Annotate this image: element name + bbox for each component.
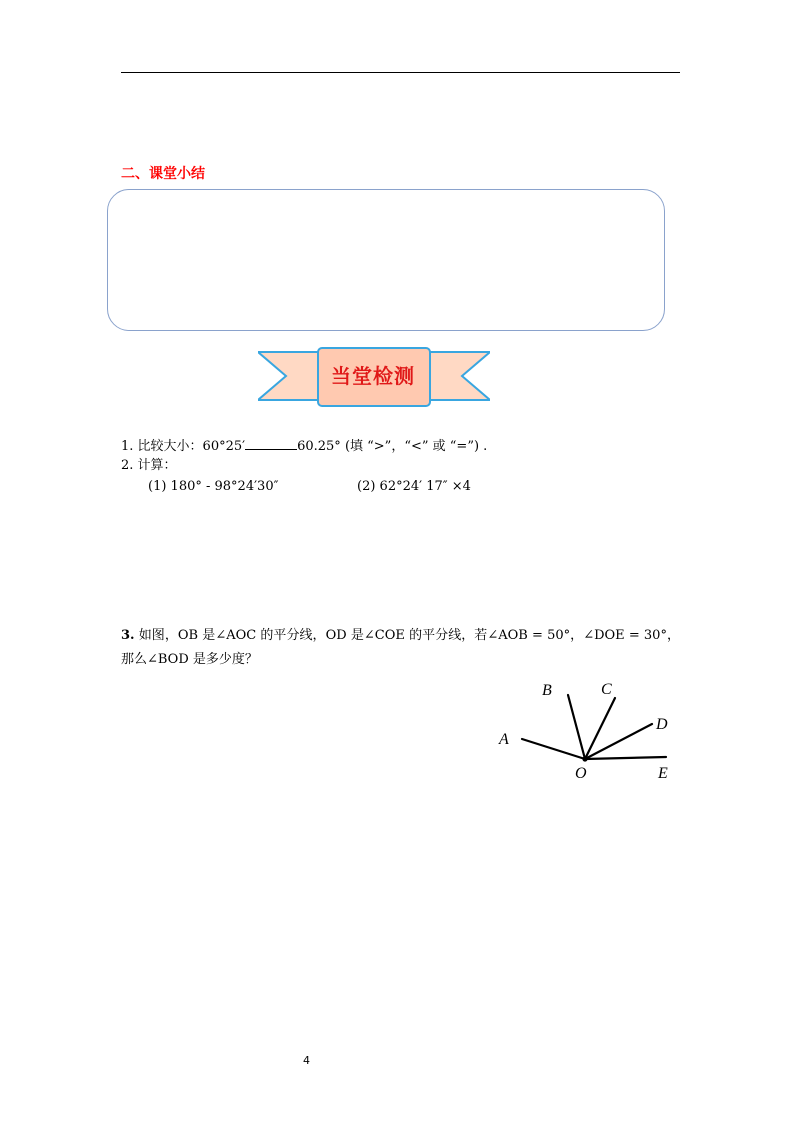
question-3	[121, 624, 680, 672]
q1-prefix: 比较大小：60°25′	[137, 439, 246, 454]
label-O: O	[575, 765, 587, 782]
ray-OA	[522, 739, 585, 759]
banner-title-text: 当堂检测	[331, 364, 415, 388]
q2-part2: (2) 62°24′ 17″ ×4	[357, 479, 471, 494]
q2-label: 计算：	[137, 458, 177, 473]
q2-part1: (1) 180° - 98°24′30″	[148, 479, 279, 494]
q3-text: 如图，OB 是∠AOC 的平分线，OD 是∠COE 的平分线，若∠AOB = 50°，∠DOE = 30°，那么∠BOD 是多少度？	[121, 628, 680, 667]
ray-OD	[585, 724, 652, 759]
label-C: C	[601, 681, 612, 698]
ray-OE	[585, 757, 666, 759]
summary-box	[107, 189, 665, 331]
q2-number: 2.	[121, 458, 134, 473]
label-E: E	[658, 765, 668, 782]
ray-OB	[568, 695, 585, 759]
q3-number: 3.	[121, 628, 135, 643]
label-A: A	[499, 731, 509, 748]
point-O	[582, 756, 587, 761]
ray-OC	[585, 698, 615, 759]
q1-answer-blank[interactable]	[245, 437, 297, 450]
question-1	[121, 437, 487, 456]
page-number: 4	[303, 1054, 310, 1067]
section-title: 二、课堂小结	[121, 166, 205, 182]
header-rule	[121, 72, 680, 73]
q1-number: 1.	[121, 439, 134, 454]
angle-figure	[495, 675, 680, 787]
banner-title	[318, 363, 428, 389]
question-2	[121, 457, 177, 475]
label-B: B	[542, 682, 552, 699]
label-D: D	[656, 716, 668, 733]
q1-suffix: 60.25° (填 “>”，“<” 或 “=”) .	[297, 439, 488, 454]
